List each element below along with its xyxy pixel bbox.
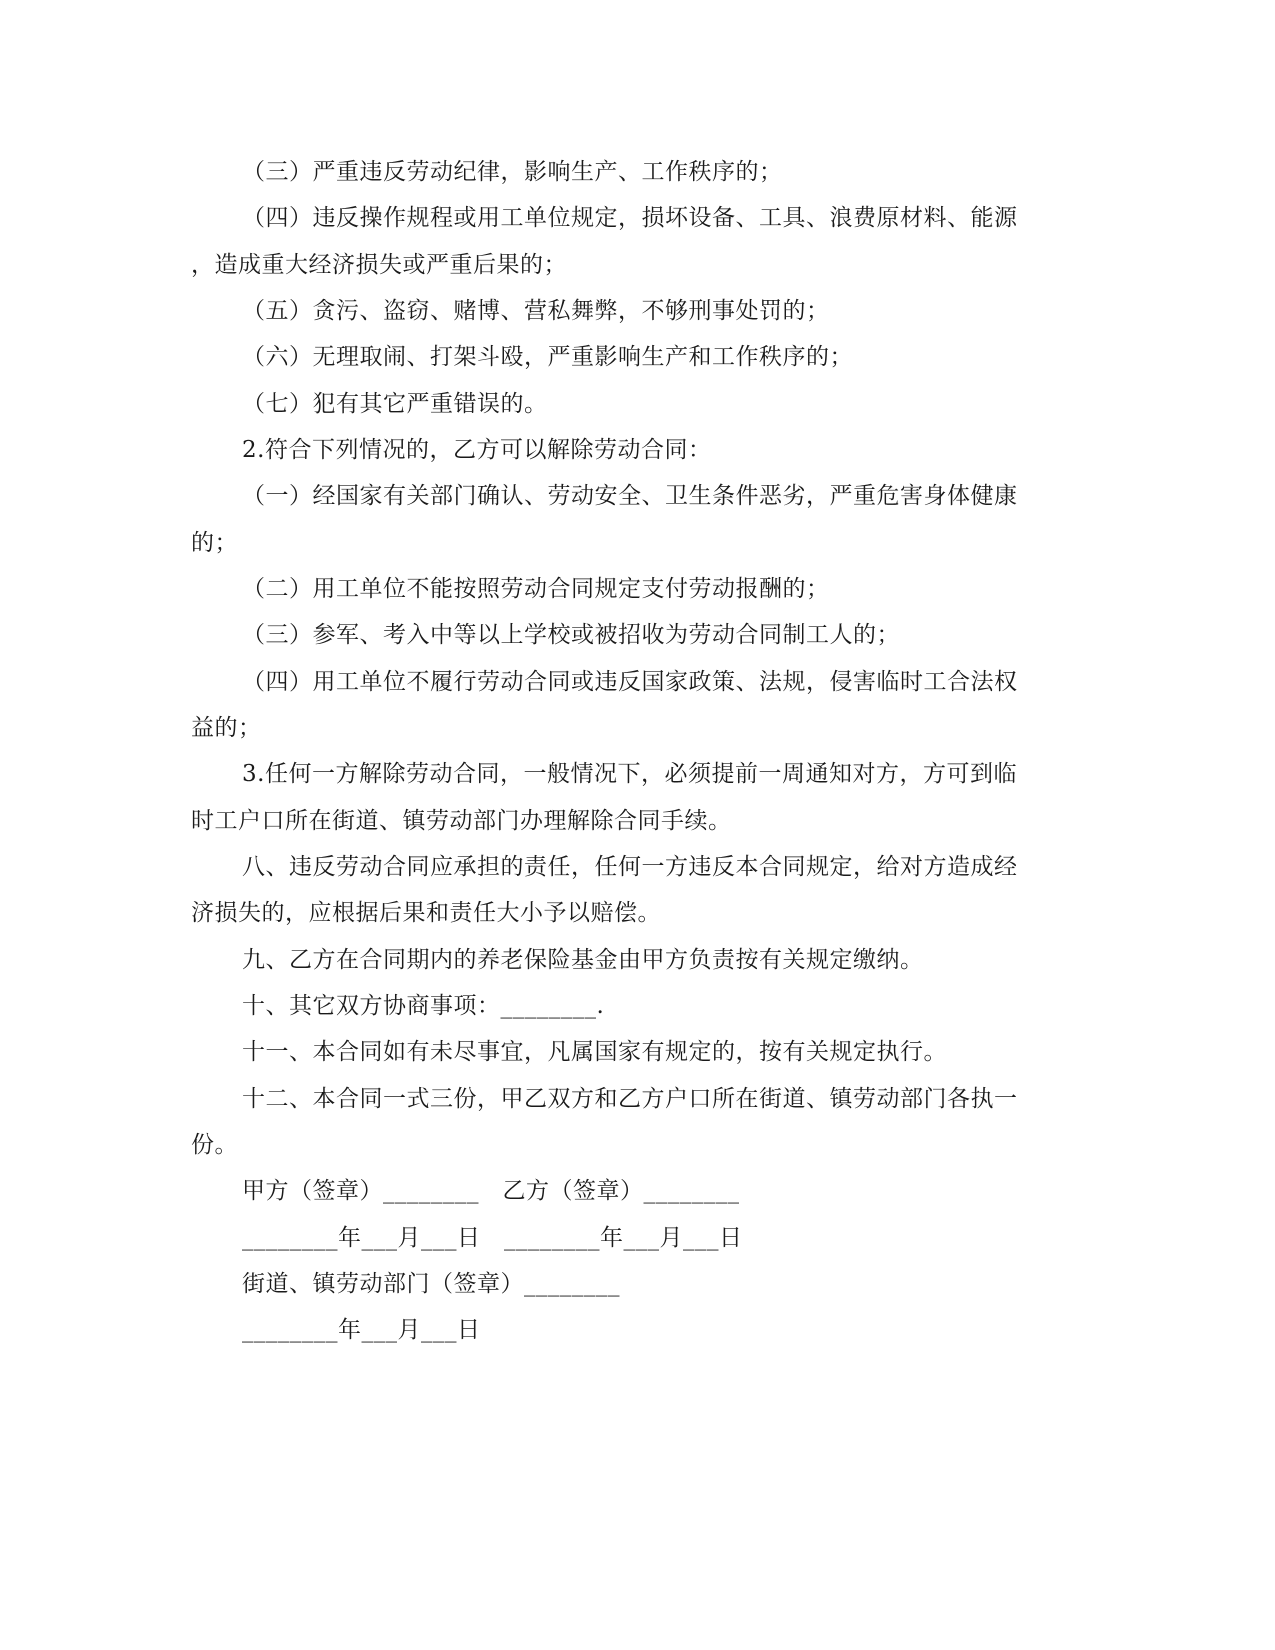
article-10-other-matters: 十、其它双方协商事项：________. — [242, 993, 605, 1019]
clause-2-1-safety: （一）经国家有关部门确认、劳动安全、卫生条件恶劣，严重危害身体健康 — [242, 483, 1018, 509]
clause-6-fighting: （六）无理取闹、打架斗殴，严重影响生产和工作秩序的； — [242, 344, 853, 370]
article-12-copies: 十二、本合同一式三份，甲乙双方和乙方户口所在街道、镇劳动部门各执一 — [242, 1086, 1018, 1112]
clause-4-continuation: ，造成重大经济损失或严重后果的； — [191, 252, 567, 278]
clause-2-4-breach: （四）用工单位不履行劳动合同或违反国家政策、法规，侵害临时工合法权 — [242, 669, 1018, 695]
signature-dates-a-b: ________年___月___日 ________年___月___日 — [242, 1225, 743, 1251]
clause-2-2-pay: （二）用工单位不能按照劳动合同规定支付劳动报酬的； — [242, 576, 830, 602]
article-9-pension: 九、乙方在合同期内的养老保险基金由甲方负责按有关规定缴纳。 — [242, 947, 924, 973]
signature-labor-dept: 街道、镇劳动部门（签章）________ — [242, 1271, 620, 1297]
article-12-continuation: 份。 — [191, 1132, 238, 1158]
article-8-liability: 八、违反劳动合同应承担的责任，任何一方违反本合同规定，给对方造成经 — [242, 854, 1018, 880]
clause-2-3-military: （三）参军、考入中等以上学校或被招收为劳动合同制工人的； — [242, 622, 900, 648]
clause-4-operation-violation: （四）违反操作规程或用工单位规定，损坏设备、工具、浪费原材料、能源 — [242, 205, 1018, 231]
section-3-notice: 3.任何一方解除劳动合同，一般情况下，必须提前一周通知对方，方可到临 — [242, 761, 1017, 787]
section-3-continuation: 时工户口所在街道、镇劳动部门办理解除合同手续。 — [191, 808, 732, 834]
clause-3-serious-discipline: （三）严重违反劳动纪律，影响生产、工作秩序的； — [242, 159, 783, 185]
clause-5-corruption: （五）贪污、盗窃、赌博、营私舞弊，不够刑事处罚的； — [242, 298, 830, 324]
section-2-heading: 2.符合下列情况的，乙方可以解除劳动合同： — [242, 437, 712, 463]
article-11-unresolved: 十一、本合同如有未尽事宜，凡属国家有规定的，按有关规定执行。 — [242, 1039, 947, 1065]
signature-party-a-b: 甲方（签章）________ 乙方（签章）________ — [242, 1178, 740, 1204]
article-8-continuation: 济损失的，应根据后果和责任大小予以赔偿。 — [191, 900, 661, 926]
clause-7-other-errors: （七）犯有其它严重错误的。 — [242, 391, 548, 417]
clause-2-1-continuation: 的； — [191, 530, 238, 556]
signature-date-labor-dept: ________年___月___日 — [242, 1317, 481, 1343]
clause-2-4-continuation: 益的； — [191, 715, 262, 741]
